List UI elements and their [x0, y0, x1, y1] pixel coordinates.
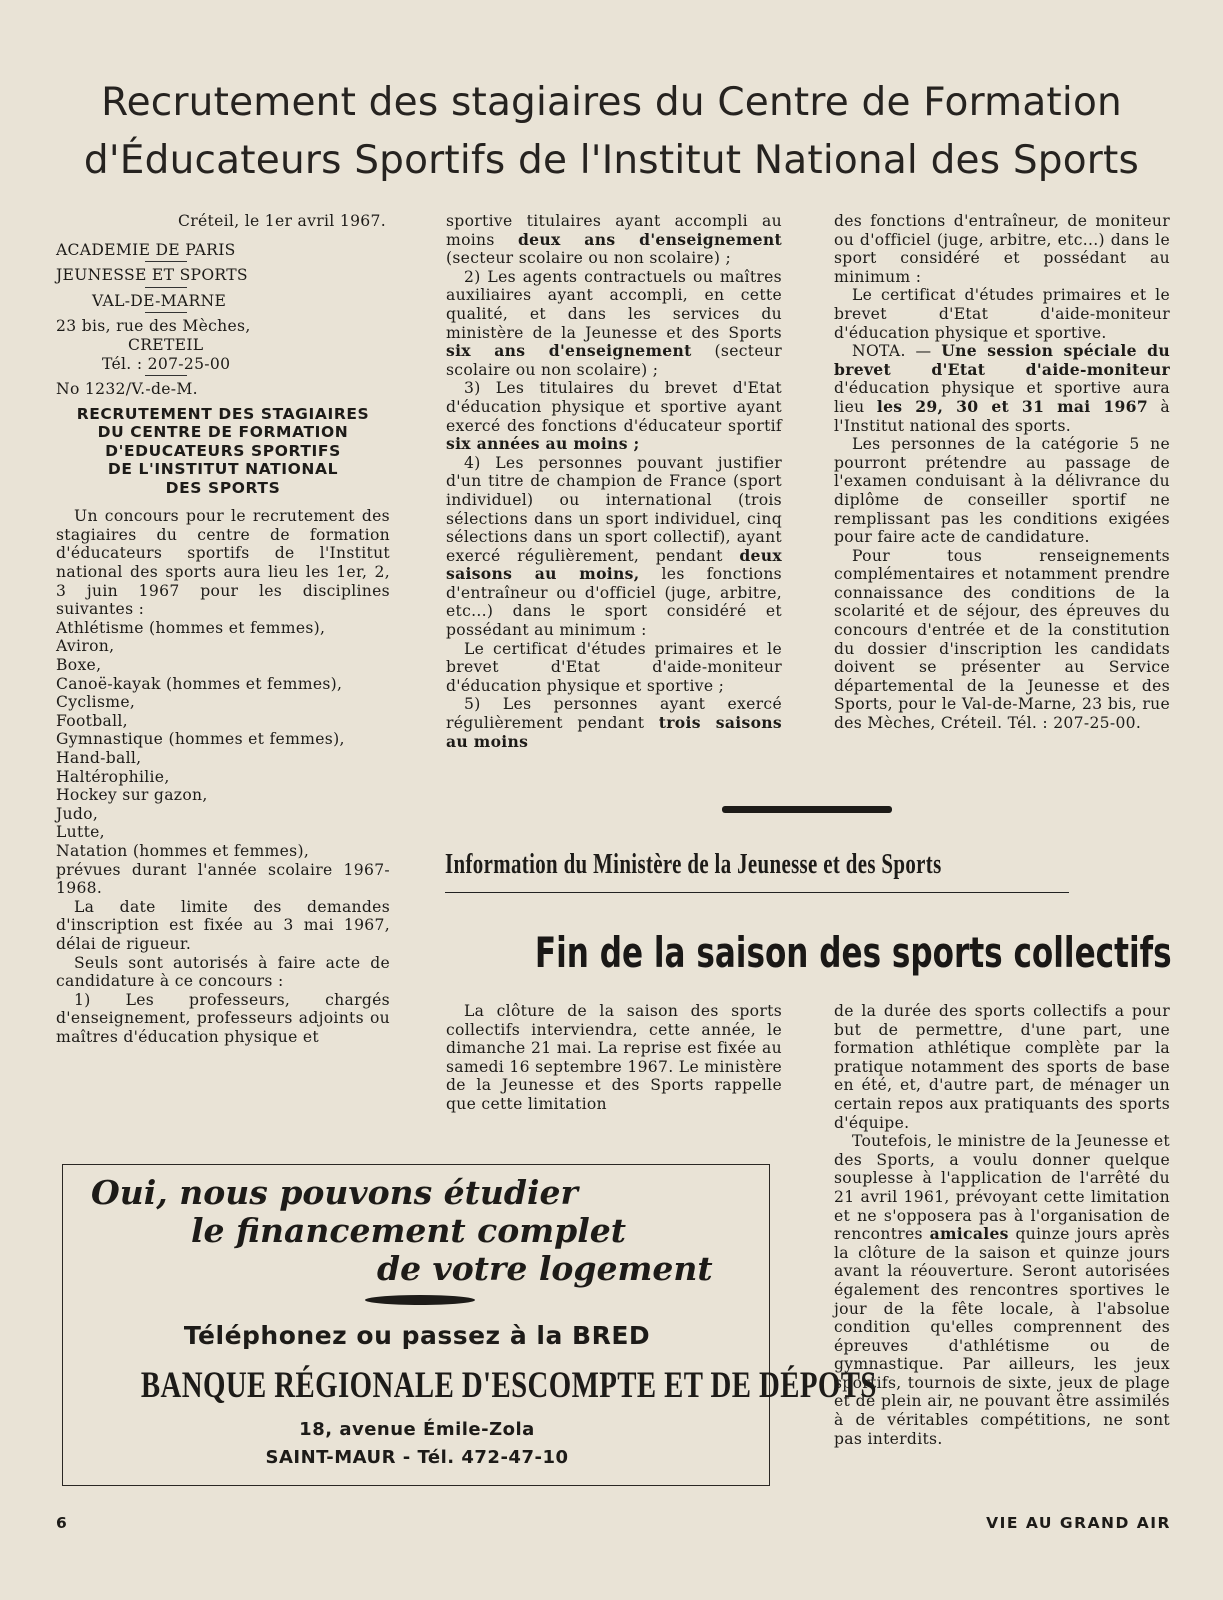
discipline-item: Judo,: [56, 804, 99, 823]
subject-line: DE L'INSTITUT NATIONAL: [107, 460, 339, 479]
condition-emphasis: deux saisons au moins,: [446, 545, 783, 584]
condition-emphasis: deux ans d'enseignement: [517, 229, 783, 249]
column-1: [56, 212, 390, 1046]
discipline-item: Lutte,: [56, 823, 105, 842]
condition-text: (secteur scolaire ou non scolaire) ;: [446, 249, 732, 268]
nota-text: d'éducation physique et sportive aura lieu: [834, 379, 1170, 416]
discipline-item: Canoë-kayak (hommes et femmes),: [56, 674, 343, 693]
address-line-1: 23 bis, rue des Mèches,: [56, 317, 251, 336]
condition-text: sportive titulaires ayant accompli au moins: [446, 212, 782, 249]
discipline-item: Athlétisme (hommes et femmes),: [56, 618, 326, 637]
article-paragraph-1-continued: de la durée des sports collectifs a pour but de permettre, d'une part, une formation athlétique complète par la pratique notamment des sports de base en été, et, d'autre part, de ménager un certain repos aux pratiquants des sports d'équipe.: [834, 1002, 1170, 1132]
academy-label: ACADEMIE DE PARIS: [56, 240, 236, 259]
ad-bank-name: BANQUE RÉGIONALE D'ESCOMPTE ET DE DÉPOTS: [140, 1365, 877, 1406]
eligibility-intro: Seuls sont autorisés à faire acte de candidature à ce concours :: [56, 953, 390, 991]
condition-emphasis: trois saisons au moins: [446, 713, 782, 751]
discipline-item: Haltérophilie,: [56, 767, 170, 786]
condition-5-end: des fonctions d'entraîneur, de moniteur ou d'officiel (juge, arbitre, etc...) dans le sport considéré et possédant au minimum :: [834, 212, 1170, 286]
subject-line: RECRUTEMENT DES STAGIAIRES: [76, 404, 370, 423]
nota-label: NOTA. —: [852, 342, 932, 361]
discipline-item: Boxe,: [56, 656, 102, 674]
subject-line: DES SPORTS: [165, 478, 281, 497]
page-number: 6: [56, 1514, 69, 1532]
subject-line: D'EDUCATEURS SPORTIFS: [105, 441, 341, 460]
article-title: Fin de la saison des sports collectifs: [534, 928, 1172, 977]
condition-text: 5) Les personnes ayant exercé régulièrement pendant: [446, 695, 782, 733]
letter-date: Créteil, le 1er avril 1967.: [178, 212, 386, 230]
nota-paragraph: [834, 342, 1170, 435]
condition-text: 4) Les personnes pouvant justifier d'un titre de champion de France (sport individuel) ou international (trois sélections dans un sport individuel, cinq sélections dans un sport collectif), ayant exercé régulièrement, pendant: [446, 453, 782, 565]
ad-address: 18, avenue Émile-Zola: [299, 1419, 535, 1440]
subject-line: DU CENTRE DE FORMATION: [97, 423, 349, 442]
department-label: VAL-DE-MARNE: [92, 291, 227, 310]
period-text: prévues durant l'année scolaire 1967-1968.: [56, 860, 390, 898]
ministry-label: JEUNESSE ET SPORTS: [56, 266, 248, 285]
ad-ornament: [365, 1295, 475, 1305]
article-paragraph-2: [834, 1132, 1170, 1448]
address-line-2: CRETEIL: [128, 335, 204, 354]
heading-underline: [445, 892, 1069, 893]
article-text: Toutefois, le ministre de la Jeunesse et des Sports, a voulu donner quelque souplesse à l'application de l'arrêté du 21 avril 1961, prévoyant cette limitation et ne s'opposera pas à l'organisation de rencontres: [834, 1132, 1170, 1244]
article-paragraph-1: La clôture de la saison des sports collectifs interviendra, cette année, le dimanche 21 mai. La reprise est fixée au samedi 16 septembre 1967. Le ministère de la Jeunesse et des Sports rappelle que cette limitation: [446, 1002, 782, 1113]
column-3: [834, 212, 1170, 733]
intro-paragraph: Un concours pour le recrutement des stagiaires du centre de formation d'éducateurs sportifs de l'Institut national des sports aura lieu les 1er, 2, 3 juin 1967 pour les disciplines suivantes :: [56, 507, 390, 619]
discipline-item: Hockey sur gazon,: [56, 786, 208, 805]
bred-advertisement: [62, 1164, 877, 1486]
page-title-line-2: d'Éducateurs Sportifs de l'Institut National des Sports: [83, 138, 1140, 183]
divider: [145, 287, 187, 288]
condition-text: les fonctions d'entraîneur ou d'officiel (juge, arbitre, etc...) dans le sport considéré et possédant au minimum :: [446, 565, 782, 640]
condition-5-certificate: Le certificat d'études primaires et le brevet d'Etat d'aide-moniteur d'éducation physique et sportive.: [834, 286, 1170, 342]
column-2: [446, 212, 782, 751]
article-emphasis: amicales: [929, 1224, 1009, 1244]
condition-5-start: [446, 695, 782, 751]
discipline-item: Natation (hommes et femmes),: [56, 841, 310, 860]
nota-text: à l'Institut national des sports.: [834, 397, 1170, 435]
nota-emphasis: Une session spéciale du brevet d'Etat d'aide-moniteur: [834, 341, 1170, 379]
discipline-item: Gymnastique (hommes et femmes),: [56, 730, 345, 749]
reference-number: No 1232/V.-de-M.: [56, 380, 198, 399]
information-paragraph: Pour tous renseignements complémentaires et notamment prendre connaissance des conditions de la scolarité et de séjour, des épreuves du concours d'entrée et de la constitution du dossier d'inscription les candidats doivent se présenter au Service départemental de la Jeunesse et des Sports, pour le Val-de-Marne, 23 bis, rue des Mèches, Créteil. Tél. : 207-25-00.: [834, 546, 1170, 733]
condition-text: (secteur scolaire ou non scolaire) ;: [446, 342, 782, 379]
ministry-heading: Information du Ministère de la Jeunesse et des Sports: [445, 848, 942, 880]
page-title-line-1: Recrutement des stagiaires du Centre de Formation: [101, 80, 1122, 125]
ad-call-to-action: Téléphonez ou passez à la BRED: [183, 1321, 651, 1350]
section-divider: [722, 806, 892, 813]
ad-slogan-line-3: de votre logement: [377, 1249, 713, 1288]
condition-2: [446, 268, 782, 380]
discipline-item: Football,: [56, 711, 128, 730]
discipline-item: Hand-ball,: [56, 748, 142, 767]
condition-1-start: 1) Les professeurs, chargés d'enseignement, professeurs adjoints ou maîtres d'éducation physique et: [56, 990, 390, 1046]
article-column-1: [446, 1002, 782, 1114]
condition-4: [446, 454, 782, 640]
condition-4-certificate: Le certificat d'études primaires et le brevet d'Etat d'aide-moniteur d'éducation physique et sportive ;: [446, 639, 782, 695]
condition-1-end: [446, 212, 782, 268]
condition-text: 2) Les agents contractuels ou maîtres auxiliaires ayant accompli, en cette qualité, et dans les services du ministère de la Jeunesse et des Sports: [446, 267, 782, 342]
condition-emphasis: six années au moins ;: [446, 434, 640, 454]
condition-text: 3) Les titulaires du brevet d'Etat d'éducation physique et sportive ayant exercé des fonctions d'éducateur sportif: [446, 379, 782, 435]
phone-number: Tél. : 207-25-00: [102, 354, 231, 373]
category-5-paragraph: Les personnes de la catégorie 5 ne pourront prétendre au passage de l'examen conduisant à la délivrance du diplôme de conseiller sportif ne remplissant pas les conditions exigées pour faire acte de candidature.: [834, 435, 1170, 547]
divider: [145, 261, 187, 262]
ad-slogan-line-1: Oui, nous pouvons étudier: [91, 1173, 578, 1212]
ad-city-phone: SAINT-MAUR - Tél. 472-47-10: [265, 1447, 569, 1468]
discipline-item: Cyclisme,: [56, 693, 136, 712]
condition-3: [446, 379, 782, 453]
discipline-list: [56, 619, 390, 861]
article-text: quinze jours après la clôture de la saison et quinze jours avant la réouverture. Seront autorisées également des rencontres sportives le jour de la fête locale, à l'absolue condition qu'elles comprennent des épreuves d'athlétisme ou de gymnastique. Par ailleurs, les jeux sportifs, tournois de sixte, jeux de plage et de plein air, ne pouvant être assimilés à de véritables compétitions, ne sont pas interdits.: [834, 1225, 1170, 1448]
condition-emphasis: six ans d'enseignement: [446, 341, 692, 361]
subject-heading: [56, 405, 390, 498]
divider: [145, 312, 187, 313]
nota-dates: les 29, 30 et 31 mai 1967: [876, 396, 1148, 416]
ad-slogan-line-2: le financement complet: [191, 1211, 626, 1250]
divider: [145, 375, 187, 376]
deadline-paragraph: La date limite des demandes d'inscription est fixée au 3 mai 1967, délai de rigueur.: [56, 897, 390, 953]
article-column-2: [834, 1002, 1170, 1448]
discipline-item: Aviron,: [56, 637, 115, 656]
magazine-name: VIE AU GRAND AIR: [986, 1514, 1171, 1532]
